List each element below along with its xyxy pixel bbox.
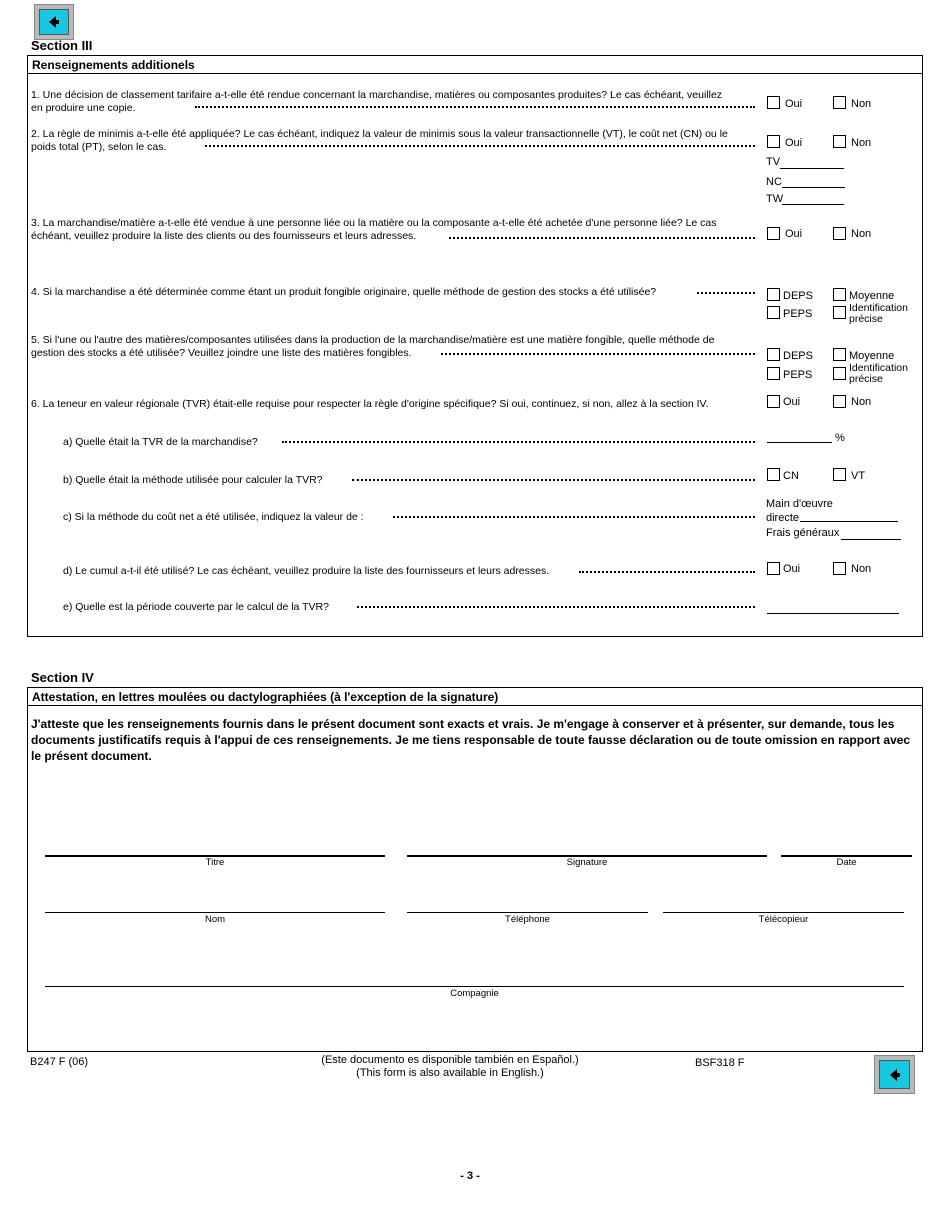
q2-non-label: Non [851,137,872,149]
form-code: B247 F (06) [30,1056,89,1068]
q2-non-checkbox[interactable] [833,135,846,148]
back-button-bottom[interactable] [874,1055,915,1094]
q6d-oui-label: Oui [783,563,801,575]
leader-dots-2 [205,144,755,147]
question-6d: d) Le cumul a-t-il été utilisé? Le cas échéant, veuillez produire la liste des fournisseurs et leurs adresses. [63,565,550,577]
q6c-frais-field[interactable] [841,539,901,540]
leader-dots-4 [697,291,755,294]
telephone-line[interactable] [407,912,648,913]
nom-label: Nom [204,914,226,925]
back-arrow-icon [888,1068,902,1082]
q5-peps-checkbox[interactable] [767,367,780,380]
leader-dots-1 [195,105,755,108]
q2-tw-label: TW [766,193,784,205]
question-6c: c) Si la méthode du coût net a été utilisée, indiquez la valeur de : [63,511,364,523]
section3-title: Section III [31,38,93,53]
question-5: 5. Si l'une ou l'autre des matières/composantes utilisées dans la production de la marchandise/matière est une matière fongible, quelle méthode de gestion des stocks a été utilisée? Veuillez joindre une liste des matières fongibles. [31,334,715,359]
q5-deps-label: DEPS [783,350,813,362]
q4-peps-checkbox[interactable] [767,306,780,319]
question-2: 2. La règle de minimis a-t-elle été appliquée? Le cas échéant, indiquez la valeur de minimis sous la valeur transactionnelle (VT), le coût net (CN) ou le poids total (PT), selon le cas. [31,128,728,153]
attestation-text: J'atteste que les renseignements fournis dans le présent document sont exacts et vrais. Je m'engage à conserver et à présenter, sur demande, tous les documents justificatifs requis à l'appui de ces renseignements. Je me tiens responsable de toute fausse déclaration ou de toute omission en rapport avec le présent document. [31,717,911,763]
leader-dots-6d [579,570,755,573]
q6a-percent-label: % [835,432,845,444]
section3-header: Renseignements additionels [28,56,922,74]
back-arrow-icon [47,15,61,29]
q6c-main-oeuvre-label: Main d'œuvre [766,498,833,510]
q2-tv-label: TV [766,156,781,168]
q6-non-label: Non [851,396,872,408]
question-6b: b) Quelle était la méthode utilisée pour calculer la TVR? [63,474,323,486]
q5-ident-label: Identification précise [849,362,908,385]
q3-non-label: Non [851,228,872,240]
section4-header: Attestation, en lettres moulées ou dactylographiées (à l'exception de la signature) [28,688,922,706]
leader-dots-6c [393,515,755,518]
nom-line[interactable] [45,912,385,913]
q3-oui-label: Oui [785,228,803,240]
q2-tw-field[interactable] [782,204,844,205]
q5-moyenne-checkbox[interactable] [833,348,846,361]
telecopieur-label: Télécopieur [758,914,809,925]
q6d-non-checkbox[interactable] [833,562,846,575]
q2-nc-field[interactable] [782,187,845,188]
leader-dots-6a [282,440,755,443]
q5-moyenne-label: Moyenne [849,350,895,362]
question-4: 4. Si la marchandise a été déterminée comme étant un produit fongible originaire, quelle méthode de gestion des stocks a été utilisée? [31,286,657,298]
english-note: (This form is also available in English.) [356,1067,544,1079]
q4-deps-checkbox[interactable] [767,288,780,301]
q1-non-checkbox[interactable] [833,96,846,109]
q6b-vt-label: VT [851,470,866,482]
q4-ident-checkbox[interactable] [833,306,846,319]
q6-oui-label: Oui [783,396,801,408]
q4-moyenne-label: Moyenne [849,290,895,302]
q2-nc-label: NC [766,176,782,188]
q5-peps-label: PEPS [783,369,813,381]
telecopieur-line[interactable] [663,912,904,913]
q2-oui-label: Oui [785,137,803,149]
back-button-bottom-face [879,1060,910,1089]
q6b-vt-checkbox[interactable] [833,468,846,481]
q6d-oui-checkbox[interactable] [767,562,780,575]
q6c-directe-label: directe [766,512,800,524]
date-label: Date [836,857,857,868]
q2-tv-field[interactable] [780,168,844,169]
q4-deps-label: DEPS [783,290,813,302]
compagnie-line[interactable] [45,986,904,987]
q4-ident-label: Identification précise [849,302,908,325]
leader-dots-6e [357,605,755,608]
titre-label: Titre [205,857,225,868]
leader-dots-5 [441,352,755,355]
telephone-label: Téléphone [505,914,550,925]
q3-oui-checkbox[interactable] [767,227,780,240]
q1-non-label: Non [851,98,872,110]
q4-peps-label: PEPS [783,308,813,320]
q6c-main-oeuvre-field[interactable] [800,521,898,522]
q2-oui-checkbox[interactable] [767,135,780,148]
q6e-period-field[interactable] [767,613,899,614]
q6c-frais-label: Frais généraux [766,527,840,539]
spanish-note: (Este documento es disponible también en Español.) [321,1054,579,1066]
q5-ident-checkbox[interactable] [833,367,846,380]
question-3: 3. La marchandise/matière a-t-elle été vendue à une personne liée ou la matière ou la composante a-t-elle été achetée d'une personne liée? Le cas échéant, veuillez produire la liste des clients ou des fournisseurs et leurs adresses. [31,217,717,242]
question-6e: e) Quelle est la période couverte par le calcul de la TVR? [63,601,329,613]
q1-oui-checkbox[interactable] [767,96,780,109]
question-6: 6. La teneur en valeur régionale (TVR) était-elle requise pour respecter la règle d'origine spécifique? Si oui, continuez, si non, allez à la section IV. [31,398,709,410]
back-button-top-face [39,9,69,35]
q6-non-checkbox[interactable] [833,395,846,408]
q4-moyenne-checkbox[interactable] [833,288,846,301]
q6-oui-checkbox[interactable] [767,395,780,408]
question-6a: a) Quelle était la TVR de la marchandise? [63,436,258,448]
q3-non-checkbox[interactable] [833,227,846,240]
leader-dots-6b [352,478,755,481]
back-button-top[interactable] [34,4,74,40]
q6d-non-label: Non [851,563,872,575]
q6b-cn-checkbox[interactable] [767,468,780,481]
q6a-tvr-field[interactable] [767,442,832,443]
section4-title: Section IV [31,670,94,685]
compagnie-label: Compagnie [450,988,499,999]
bsf-code: BSF318 F [695,1057,745,1069]
leader-dots-3 [449,236,755,239]
page-number: - 3 - [460,1170,480,1182]
question-1: 1. Une décision de classement tarifaire a-t-elle été rendue concernant la marchandise, matières ou composantes produites? Le cas échéant, veuillez en produire une copie. [31,89,723,114]
signature-label: Signature [566,857,608,868]
q6b-cn-label: CN [783,470,799,482]
q5-deps-checkbox[interactable] [767,348,780,361]
q1-oui-label: Oui [785,98,803,110]
